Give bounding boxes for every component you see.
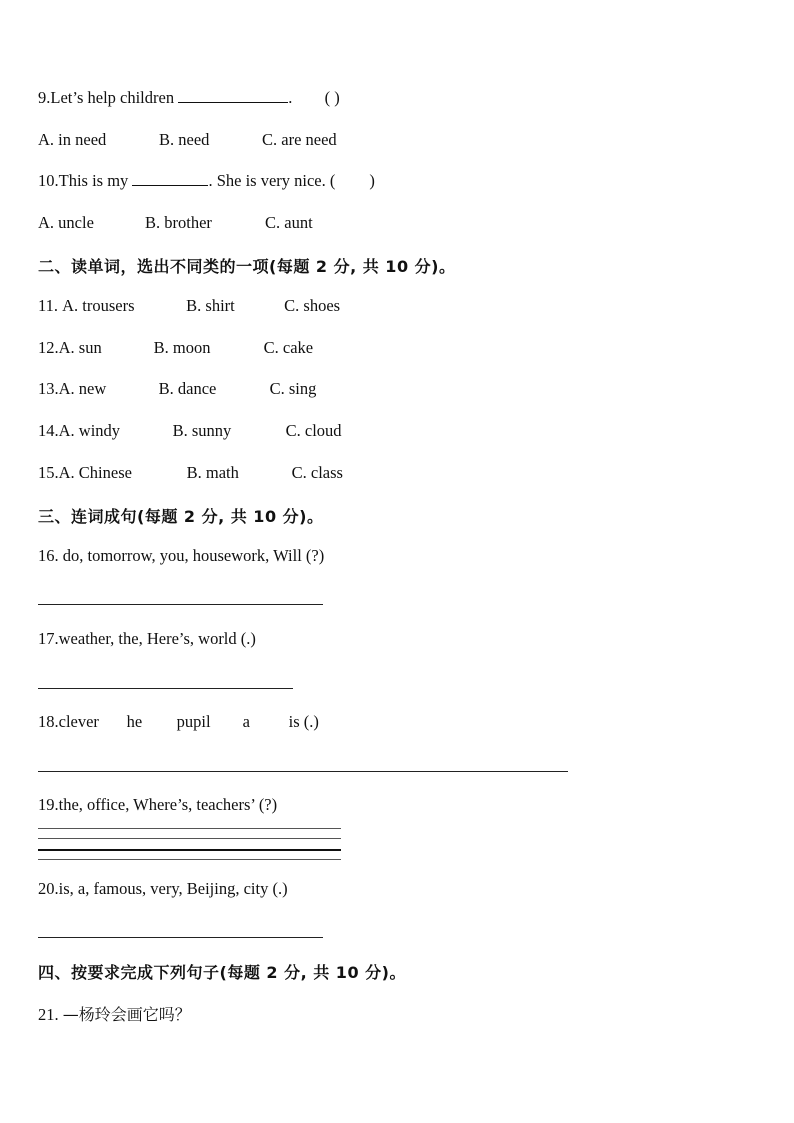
q9-prefix: 9.Let’s help children xyxy=(38,88,175,107)
option-c: C. cloud xyxy=(285,421,342,440)
writing-line-19-3[interactable] xyxy=(38,849,341,851)
question-15 xyxy=(38,463,343,483)
q14-num: 14. xyxy=(38,421,59,440)
writing-line-19-1[interactable] xyxy=(38,828,341,829)
q15-num: 15. xyxy=(38,463,59,482)
option-a: A. sun xyxy=(58,338,102,357)
option-a: A. new xyxy=(58,379,107,398)
option-c: C. cake xyxy=(263,338,314,357)
q12-num: 12. xyxy=(38,338,59,357)
question-14 xyxy=(38,421,342,441)
writing-line-19-4[interactable] xyxy=(38,859,341,860)
option-c: C. aunt xyxy=(265,213,313,232)
question-21 xyxy=(38,1002,191,1025)
answer-line-18[interactable] xyxy=(38,771,568,772)
q10-options xyxy=(38,213,313,233)
question-9 xyxy=(38,88,340,108)
answer-blank[interactable] xyxy=(178,88,288,103)
word-3: pupil xyxy=(176,712,211,731)
question-18 xyxy=(38,712,319,732)
option-a: A. uncle xyxy=(38,213,94,232)
answer-blank[interactable] xyxy=(132,171,208,186)
answer-paren[interactable]: ( ) xyxy=(324,88,340,107)
answer-line-16[interactable] xyxy=(38,604,323,605)
q18-num: 18. xyxy=(38,712,59,731)
q21-text: —杨玲会画它吗？ xyxy=(62,1005,191,1024)
q10-prefix: 10.This is my xyxy=(38,171,129,190)
answer-line-17[interactable] xyxy=(38,688,293,689)
q11-num: 11. xyxy=(38,296,59,315)
q10-suffix: . She is very nice. ( xyxy=(208,171,336,190)
option-c: C. sing xyxy=(269,379,317,398)
option-b: B. need xyxy=(159,130,210,149)
word-1: clever xyxy=(58,712,99,731)
question-17: 17.weather, the, Here’s, world (.) xyxy=(38,629,256,648)
answer-line-20[interactable] xyxy=(38,937,323,938)
option-b: B. sunny xyxy=(172,421,232,440)
writing-line-19-2[interactable] xyxy=(38,838,341,839)
option-c: C. are need xyxy=(262,130,337,149)
option-b: B. dance xyxy=(158,379,217,398)
option-a: A. Chinese xyxy=(58,463,132,482)
word-2: he xyxy=(126,712,143,731)
q13-num: 13. xyxy=(38,379,59,398)
q10-paren-close: ) xyxy=(369,171,375,190)
option-a: A. in need xyxy=(38,130,107,149)
q9-suffix: . xyxy=(288,88,293,107)
option-a: A. trousers xyxy=(62,296,135,315)
question-19: 19.the, office, Where’s, teachers’ (?) xyxy=(38,795,278,814)
option-c: C. class xyxy=(291,463,343,482)
question-20: 20.is, a, famous, very, Beijing, city (.) xyxy=(38,879,288,898)
option-a: A. windy xyxy=(58,421,121,440)
option-b: B. moon xyxy=(153,338,211,357)
section-4-title: 四、按要求完成下列句子(每题 2 分, 共 10 分)。 xyxy=(38,963,406,982)
option-c: C. shoes xyxy=(284,296,341,315)
question-13 xyxy=(38,379,316,399)
question-16: 16. do, tomorrow, you, housework, Will (?) xyxy=(38,546,325,565)
word-4: a xyxy=(242,712,250,731)
question-10 xyxy=(38,171,375,191)
q21-num: 21. xyxy=(38,1005,59,1024)
word-5: is (.) xyxy=(288,712,319,731)
option-b: B. shirt xyxy=(186,296,235,315)
option-b: B. brother xyxy=(145,213,212,232)
q9-options xyxy=(38,130,337,150)
option-b: B. math xyxy=(186,463,239,482)
section-2-title: 二、读单词，选出不同类的一项(每题 2 分, 共 10 分)。 xyxy=(38,257,456,276)
question-11 xyxy=(38,296,340,316)
section-3-title: 三、连词成句(每题 2 分, 共 10 分)。 xyxy=(38,507,324,526)
question-12 xyxy=(38,338,313,358)
